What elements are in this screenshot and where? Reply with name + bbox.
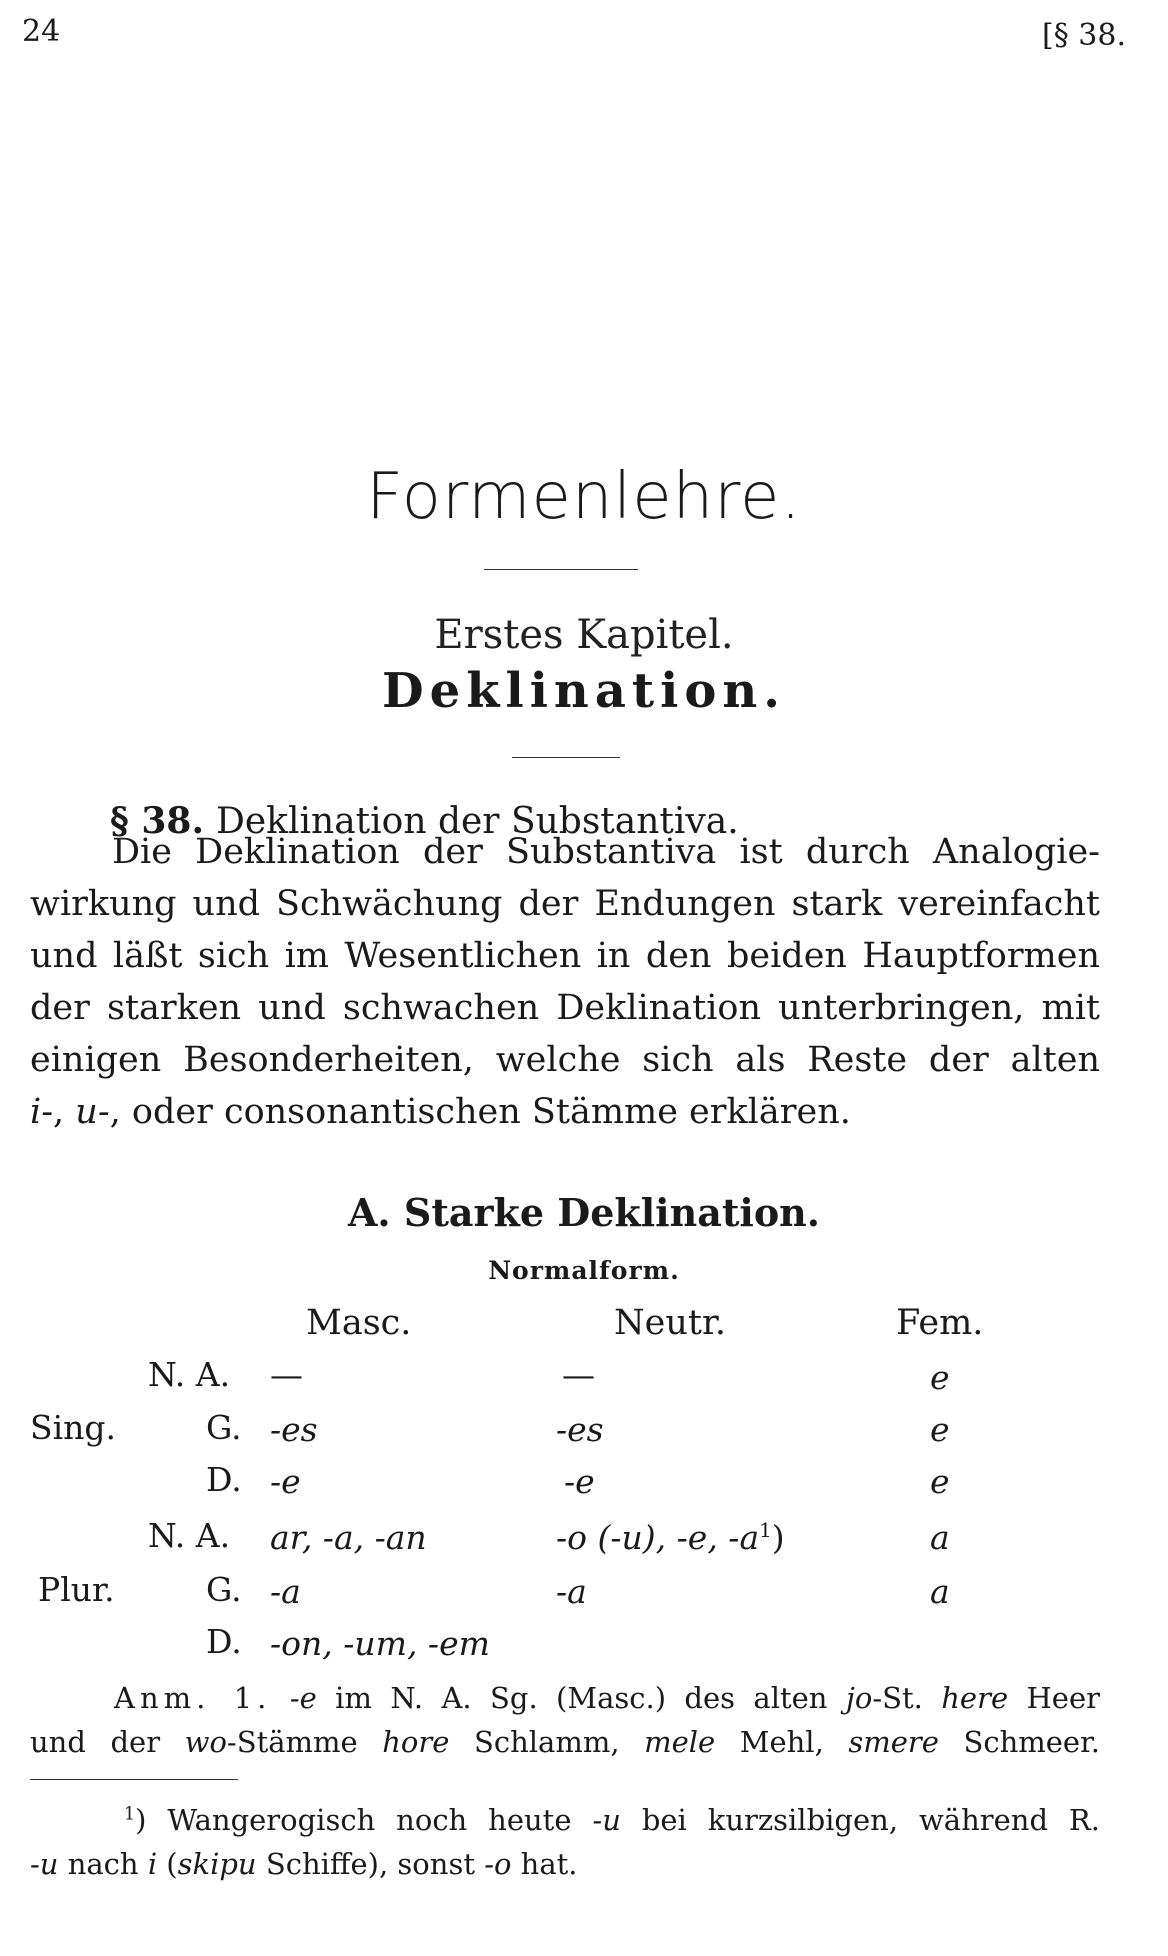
stem-i: i- — [30, 1092, 54, 1132]
case-label: D. — [206, 1460, 242, 1499]
footnote-text: hat. — [511, 1847, 578, 1881]
ending-cell — [556, 1518, 785, 1557]
footnote-line — [30, 1842, 1100, 1886]
annotation — [30, 1676, 1100, 1764]
stem-u: u- — [75, 1092, 110, 1132]
footnote-rule — [30, 1779, 238, 1780]
note-text: hore — [382, 1725, 450, 1759]
column-header-masc: Masc. — [306, 1303, 412, 1343]
paragraph-line: und läßt sich im Wesentlichen in den beiden Hauptformen — [30, 936, 1100, 976]
annotation-line — [30, 1676, 1100, 1720]
paragraph-line: der starken und schwachen Deklination unterbringen, mit — [30, 988, 1100, 1028]
footnote-ref: 1 — [759, 1519, 772, 1542]
running-head-section: [§ 38. — [1042, 18, 1126, 53]
footnote-text: ( — [157, 1847, 178, 1881]
case-label: G. — [206, 1408, 242, 1447]
footnote-text: ) Wangerogisch noch heute — [135, 1803, 593, 1837]
note-text: -Stämme — [226, 1725, 383, 1759]
separator: , — [53, 1092, 76, 1132]
ending-cell: -es — [556, 1410, 604, 1449]
note-text: Mehl, — [715, 1725, 849, 1759]
note-text: im N. A. Sg. (Masc.) des alten — [316, 1681, 846, 1715]
paragraph-line: einigen Besonderheiten, welche sich als Reste der alten — [30, 1040, 1100, 1080]
section-number: § 38. — [110, 800, 204, 842]
subsection-subtitle: Normalform. — [488, 1256, 680, 1285]
ending-text: ) — [771, 1518, 785, 1557]
part-title: Formenlehre. — [366, 460, 802, 534]
note-text: here — [941, 1681, 1009, 1715]
annotation-line — [30, 1720, 1100, 1764]
note-text: Heer — [1008, 1681, 1100, 1715]
footnote-text: skipu — [177, 1847, 257, 1881]
column-header-neutr: Neutr. — [614, 1303, 726, 1343]
ending-cell: a — [930, 1518, 950, 1557]
title-divider — [484, 569, 638, 570]
ending-cell: a — [930, 1572, 950, 1611]
paragraph-text: , oder consonantischen Stämme erklären. — [109, 1092, 851, 1132]
paragraph-line: Die Deklination der Substantiva ist durch Analogie- — [112, 832, 1100, 872]
chapter-subtitle: Erstes Kapitel. — [434, 612, 734, 658]
column-header-fem: Fem. — [896, 1303, 984, 1343]
footnote-text: nach — [58, 1847, 148, 1881]
subsection-title: A. Starke Deklination. — [347, 1190, 821, 1235]
note-text: smere — [848, 1725, 939, 1759]
note-text: und der — [30, 1725, 185, 1759]
ending-cell: — — [562, 1355, 595, 1394]
ending-cell: -es — [270, 1410, 318, 1449]
intro-paragraph — [30, 826, 1100, 1138]
note-text: -St. — [872, 1681, 942, 1715]
footnote-line — [30, 1798, 1100, 1842]
case-label: G. — [206, 1570, 242, 1609]
ending-cell: -e — [270, 1462, 301, 1501]
chapter-divider — [512, 757, 620, 758]
footnote-text: Schiffe), sonst — [256, 1847, 485, 1881]
note-text: mele — [644, 1725, 716, 1759]
case-label: D. — [206, 1622, 242, 1661]
footnote — [30, 1798, 1100, 1886]
group-label-sing: Sing. — [30, 1408, 117, 1447]
footnote-text: -o — [484, 1847, 512, 1881]
case-label: N. A. — [148, 1355, 231, 1394]
footnote-text: -u — [592, 1803, 621, 1837]
note-text: Schmeer. — [938, 1725, 1100, 1759]
footnote-text: bei kurzsilbigen, während R. — [620, 1803, 1100, 1837]
footnote-text: -u — [30, 1847, 59, 1881]
paragraph-line: wirkung und Schwächung der Endungen stark vereinfacht — [30, 884, 1100, 924]
note-text: jo — [845, 1681, 873, 1715]
ending-cell: e — [930, 1410, 950, 1449]
ending-cell: -a — [270, 1572, 301, 1611]
ending-cell: ar, -a, -an — [270, 1518, 427, 1557]
ending-cell: -a — [556, 1572, 587, 1611]
section-title: Deklination der Substantiva. — [216, 801, 739, 842]
note-text: wo — [184, 1725, 227, 1759]
group-label-plur: Plur. — [38, 1570, 115, 1609]
note-text: -e — [289, 1681, 317, 1715]
paragraph-line — [30, 1086, 1100, 1138]
ending-cell: -on, -um, -em — [270, 1624, 490, 1663]
footnote-mark: 1 — [124, 1804, 136, 1825]
ending-cell: e — [930, 1358, 950, 1397]
case-label: N. A. — [148, 1516, 231, 1555]
ending-text: -o (-u), -e, -a — [556, 1518, 760, 1557]
ending-cell: — — [270, 1355, 303, 1394]
note-text: Schlamm, — [449, 1725, 645, 1759]
annotation-label: Anm. 1. — [114, 1681, 272, 1715]
ending-cell: -e — [564, 1462, 595, 1501]
footnote-text: i — [147, 1847, 158, 1881]
chapter-title: Deklination. — [382, 663, 786, 719]
ending-cell: e — [930, 1462, 950, 1501]
page-number: 24 — [22, 14, 61, 49]
